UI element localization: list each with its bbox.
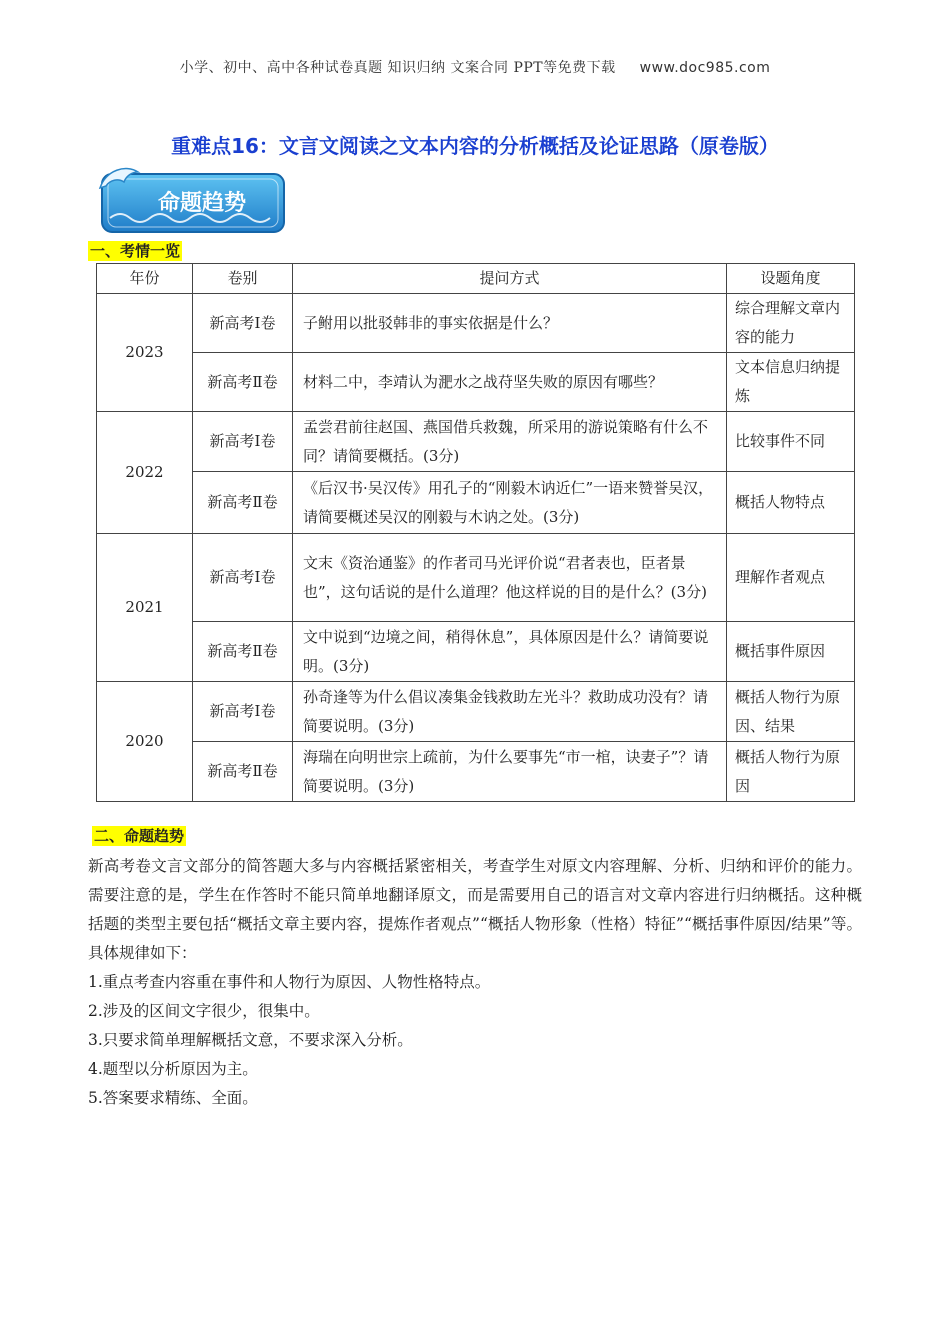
- year-cell: 2020: [97, 682, 193, 802]
- table-row: [97, 682, 855, 742]
- volume-cell: 新高考Ⅰ卷: [193, 534, 293, 622]
- year-cell: 2021: [97, 534, 193, 682]
- header-text: 小学、初中、高中各种试卷真题 知识归纳 文案合同 PPT等免费下载: [179, 60, 616, 76]
- angle-cell: 比较事件不同: [727, 412, 855, 472]
- table-row: [97, 622, 855, 682]
- header-question: 提问方式: [293, 264, 727, 294]
- question-cell: 孙奇逢等为什么倡议凑集金钱救助左光斗？救助成功没有？请简要说明。(3分): [293, 682, 727, 742]
- angle-cell: 概括人物行为原因: [727, 742, 855, 802]
- table-row: [97, 742, 855, 802]
- angle-cell: 理解作者观点: [727, 534, 855, 622]
- list-item: 4.题型以分析原因为主。: [88, 1060, 258, 1078]
- question-cell: 海瑞在向明世宗上疏前，为什么要事先“市一棺，诀妻子”？请简要说明。(3分): [293, 742, 727, 802]
- header-volume: 卷别: [193, 264, 293, 294]
- list-item: 2.涉及的区间文字很少，很集中。: [88, 1002, 320, 1020]
- angle-cell: 文本信息归纳提炼: [727, 353, 855, 412]
- table-header-row: [97, 264, 855, 294]
- header-url[interactable]: www.doc985.com: [639, 60, 771, 76]
- volume-cell: 新高考Ⅱ卷: [193, 353, 293, 412]
- list-item: 5.答案要求精练、全面。: [88, 1089, 258, 1107]
- table-row: [97, 294, 855, 353]
- volume-cell: 新高考Ⅰ卷: [193, 294, 293, 353]
- volume-cell: 新高考Ⅰ卷: [193, 412, 293, 472]
- table-row: [97, 472, 855, 534]
- header-year: 年份: [97, 264, 193, 294]
- question-cell: 《后汉书·吴汉传》用孔子的“刚毅木讷近仁”一语来赞誉吴汉，请简要概述吴汉的刚毅与木讷之处。(3分): [293, 472, 727, 534]
- volume-cell: 新高考Ⅱ卷: [193, 622, 293, 682]
- table-row: [97, 412, 855, 472]
- page-header: [0, 57, 950, 77]
- volume-cell: 新高考Ⅱ卷: [193, 472, 293, 534]
- exam-overview-table: [96, 263, 855, 802]
- trend-paragraph: 新高考卷文言文部分的简答题大多与内容概括紧密相关，考查学生对原文内容理解、分析、归纳和评价的能力。需要注意的是，学生在作答时不能只简单地翻译原文，而是需要用自己的语言对文章内容进行归纳概括。这种概括题的类型主要包括“概括文章主要内容，提炼作者观点”“概括人物形象（性格）特征”“概括事件原因/结果”等。具体规律如下：: [88, 857, 862, 962]
- year-cell: 2023: [97, 294, 193, 412]
- question-cell: 子鲋用以批驳韩非的事实依据是什么？: [293, 294, 727, 353]
- table-row: [97, 534, 855, 622]
- volume-cell: 新高考Ⅱ卷: [193, 742, 293, 802]
- question-cell: 材料二中，李靖认为淝水之战苻坚失败的原因有哪些？: [293, 353, 727, 412]
- angle-cell: 概括人物行为原因、结果: [727, 682, 855, 742]
- trend-body: [88, 852, 862, 1113]
- section-heading-trend: 二、命题趋势: [94, 827, 185, 845]
- volume-cell: 新高考Ⅰ卷: [193, 682, 293, 742]
- angle-cell: 概括人物特点: [727, 472, 855, 534]
- section-heading-overview: 一、考情一览: [90, 242, 181, 260]
- question-cell: 孟尝君前往赵国、燕国借兵救魏，所采用的游说策略有什么不同？请简要概括。(3分): [293, 412, 727, 472]
- list-item: 3.只要求简单理解概括文意，不要求深入分析。: [88, 1031, 413, 1049]
- banner-graphic: [96, 162, 288, 236]
- header-angle: 设题角度: [727, 264, 855, 294]
- list-item: 1.重点考查内容重在事件和人物行为原因、人物性格特点。: [88, 973, 491, 991]
- table-row: [97, 353, 855, 412]
- page-title: 重难点16：文言文阅读之文本内容的分析概括及论证思路（原卷版）: [171, 134, 779, 158]
- angle-cell: 综合理解文章内容的能力: [727, 294, 855, 353]
- year-cell: 2022: [97, 412, 193, 534]
- angle-cell: 概括事件原因: [727, 622, 855, 682]
- question-cell: 文中说到“边境之间，稍得休息”，具体原因是什么？请简要说明。(3分): [293, 622, 727, 682]
- question-cell: 文末《资治通鉴》的作者司马光评价说“君者表也，臣者景也”，这句话说的是什么道理？他这样说的目的是什么？(3分): [293, 534, 727, 622]
- banner-label: 命题趋势: [157, 191, 247, 216]
